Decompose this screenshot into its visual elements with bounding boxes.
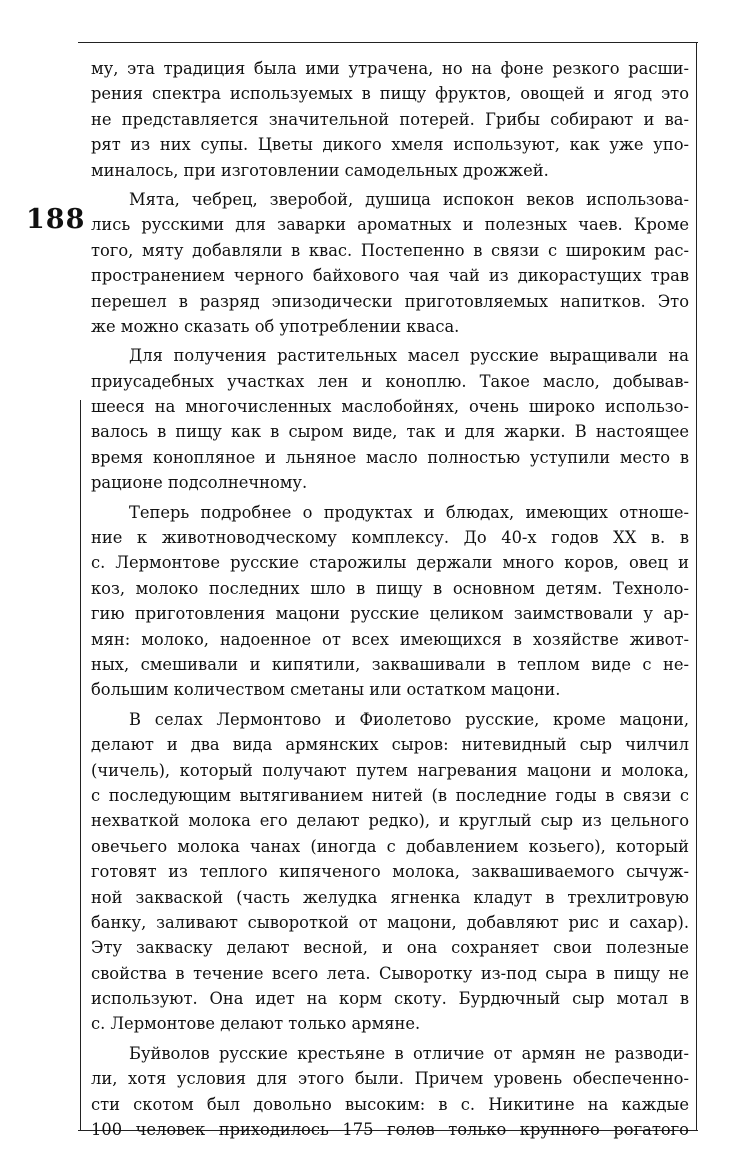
- text-line: рационе подсолнечному.: [91, 473, 308, 493]
- text-line: не представляется значительной потерей. Грибы собирают и ва-: [91, 109, 689, 129]
- frame-right-rule: [696, 42, 697, 1130]
- text-line: коз, молоко последних шло в пищу в основном детям. Техноло-: [91, 578, 689, 598]
- text-line: перешел в разряд эпизодически приготовляемых напитков. Это: [91, 291, 689, 311]
- text-line: мян: молоко, надоенное от всех имеющихся в хозяйстве живот-: [91, 629, 689, 649]
- text-line: шееся на многочисленных маслобойнях, очень широко использо-: [91, 397, 689, 417]
- paragraph: [91, 56, 689, 183]
- text-line: же можно сказать об употреблении кваса.: [91, 316, 460, 336]
- body-text: [91, 56, 689, 1142]
- text-line: овечьего молока чанах (иногда с добавлением козьего), который: [91, 836, 689, 856]
- text-line: миналось, при изготовлении самодельных дрожжей.: [91, 160, 549, 180]
- text-line: Мята, чебрец, зверобой, душица испокон веков использова-: [129, 189, 689, 209]
- paragraph: [91, 1041, 689, 1143]
- text-line: нехваткой молока его делают редко), и круглый сыр из цельного: [91, 811, 689, 831]
- text-line: сти скотом был довольно высоким: в с. Никитине на каждые: [91, 1094, 689, 1114]
- text-line: готовят из теплого кипяченого молока, заквашиваемого сычуж-: [91, 862, 689, 882]
- text-line: рят из них супы. Цветы дикого хмеля используют, как уже упо-: [91, 135, 689, 155]
- text-line: му, эта традиция была ими утрачена, но на фоне резкого расши-: [91, 59, 689, 78]
- text-line: делают и два вида армянских сыров: нитевидный сыр чилчил: [91, 735, 689, 755]
- paragraph: [91, 343, 689, 495]
- text-line: Буйволов русские крестьяне в отличие от армян не разводи-: [129, 1043, 689, 1063]
- text-line: большим количеством сметаны или остатком мацони.: [91, 680, 561, 700]
- frame-top-rule: [78, 42, 698, 43]
- text-line: приусадебных участках лен и коноплю. Такое масло, добывав-: [91, 371, 689, 391]
- text-line: ли, хотя условия для этого были. Причем уровень обеспеченно-: [91, 1069, 689, 1089]
- text-line: (чичель), который получают путем нагревания мацони и молока,: [91, 760, 689, 780]
- text-line: Для получения растительных масел русские выращивали на: [129, 346, 689, 366]
- text-line: ние к животноводческому комплексу. До 40-х годов XX в. в: [91, 528, 689, 548]
- text-line: банку, заливают сывороткой от мацони, добавляют рис и сахар).: [91, 912, 689, 932]
- text-line: Эту закваску делают весной, и она сохраняет свои полезные: [91, 938, 689, 958]
- paragraph: [91, 707, 689, 1037]
- text-line: 100 человек приходилось 175 голов только крупного рогатого: [91, 1120, 689, 1140]
- text-line: время конопляное и льняное масло полностью уступили место в: [91, 447, 689, 467]
- text-line: Теперь подробнее о продуктах и блюдах, имеющих отноше-: [129, 502, 689, 522]
- paragraph: [91, 500, 689, 703]
- text-line: с. Лермонтове делают только армяне.: [91, 1014, 421, 1034]
- text-line: валось в пищу как в сыром виде, так и для жарки. В настоящее: [91, 422, 689, 442]
- text-line: гию приготовления мацони русские целиком заимствовали у ар-: [91, 604, 689, 624]
- frame-left-rule: [80, 400, 81, 1130]
- text-line: свойства в течение всего лета. Сыворотку из-под сыра в пищу не: [91, 963, 689, 983]
- text-line: с. Лермонтове русские старожилы держали много коров, овец и: [91, 553, 689, 573]
- text-line: с последующим вытягиванием нитей (в последние годы в связи с: [91, 785, 689, 805]
- text-line: лись русскими для заварки ароматных и полезных чаев. Кроме: [91, 215, 689, 235]
- text-line: В селах Лермонтово и Фиолетово русские, кроме мацони,: [129, 709, 689, 729]
- page-number: 188: [26, 204, 86, 235]
- text-line: используют. Она идет на корм скоту. Бурдючный сыр мотал в: [91, 989, 689, 1009]
- text-line: ных, смешивали и кипятили, заквашивали в теплом виде с не-: [91, 654, 689, 674]
- text-line: ной закваской (часть желудка ягненка кладут в трехлитровую: [91, 887, 689, 907]
- text-line: того, мяту добавляли в квас. Постепенно в связи с широким рас-: [91, 240, 689, 260]
- paragraph: [91, 187, 689, 339]
- text-line: пространением черного байхового чая чай из дикорастущих трав: [91, 266, 689, 286]
- text-line: рения спектра используемых в пищу фруктов, овощей и ягод это: [91, 84, 689, 104]
